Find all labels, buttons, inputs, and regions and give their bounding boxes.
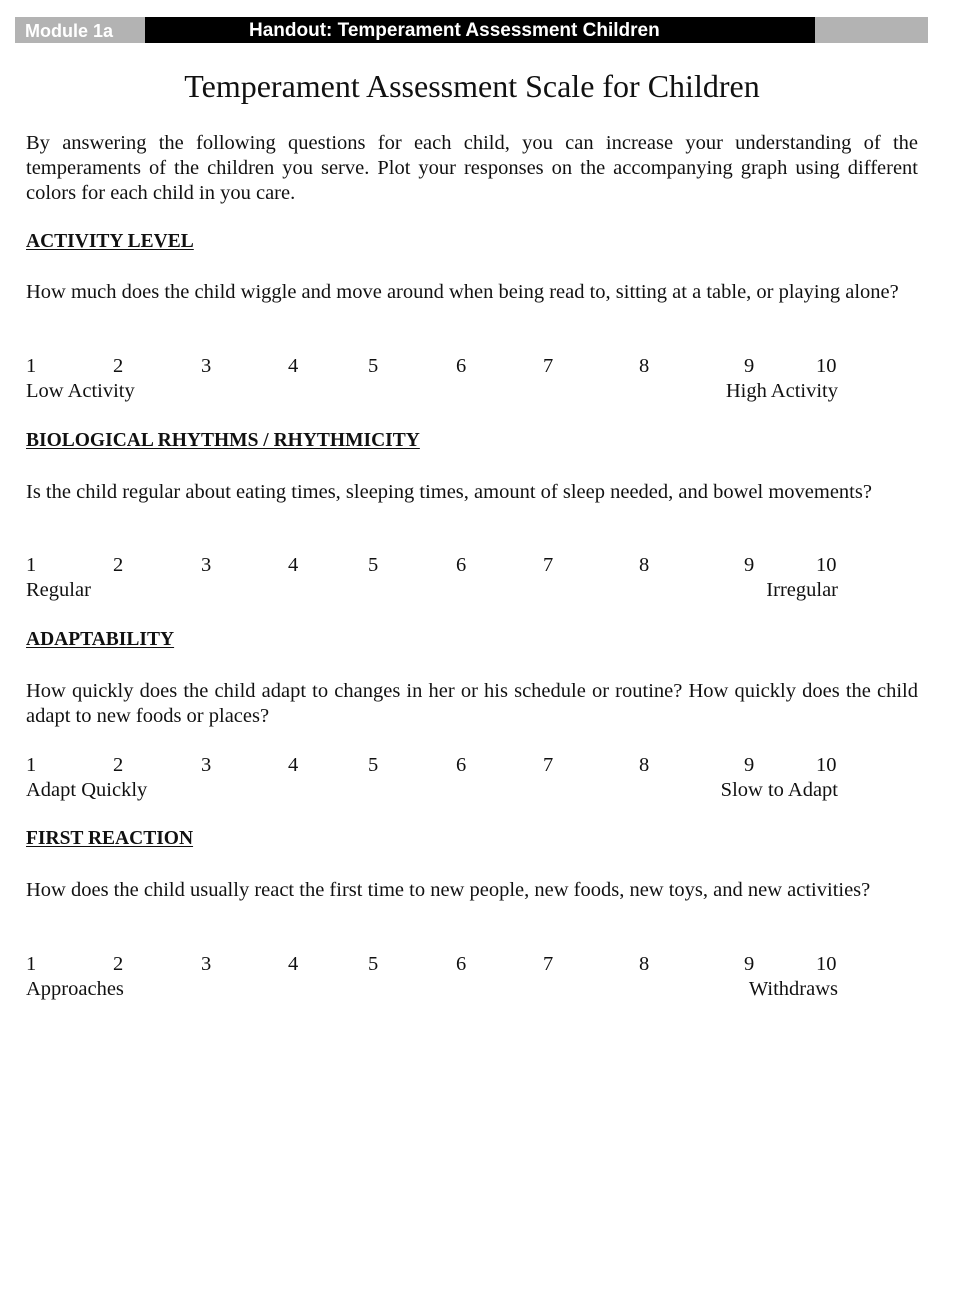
scale-number: 8 [639,754,650,776]
scale-number: 7 [543,554,554,576]
scale-number: 2 [113,754,124,776]
scale-number: 5 [368,355,379,377]
scale-number: 9 [744,554,755,576]
rating-scale-adaptability [0,754,954,804]
scale-number: 9 [744,754,755,776]
scale-number: 1 [26,554,37,576]
scale-number: 2 [113,953,124,975]
scale-number: 9 [744,355,755,377]
scale-number: 5 [368,554,379,576]
scale-number: 8 [639,355,650,377]
page-header-bar [15,17,928,43]
handout-title: Handout: Temperament Assessment Children [145,17,815,43]
rating-scale-biological-rhythms [0,554,954,604]
scale-number: 4 [288,554,299,576]
scale-number: 8 [639,554,650,576]
question-activity-level: How much does the child wiggle and move around when being read to, sitting at a table, or playing alone? [26,281,899,303]
scale-number: 10 [816,355,837,377]
scale-number: 5 [368,953,379,975]
scale-number: 9 [744,953,755,975]
scale-low-label: Approaches [26,978,124,1000]
section-heading-activity-level: ACTIVITY LEVEL [26,231,194,252]
question-first-reaction: How does the child usually react the first time to new people, new foods, new toys, and new activities? [26,879,871,901]
scale-number: 5 [368,754,379,776]
scale-number: 1 [26,355,37,377]
question-biological-rhythms: Is the child regular about eating times, sleeping times, amount of sleep needed, and bowel movements? [26,481,872,503]
scale-high-label: High Activity [725,380,838,402]
scale-low-label: Regular [26,579,91,601]
scale-number: 2 [113,355,124,377]
scale-number: 3 [201,355,212,377]
scale-number: 4 [288,355,299,377]
scale-low-label: Adapt Quickly [26,779,148,801]
scale-number: 3 [201,754,212,776]
scale-number: 6 [456,355,467,377]
scale-number: 1 [26,754,37,776]
section-heading-first-reaction: FIRST REACTION [26,828,194,849]
rating-scale-activity-level [0,355,954,405]
scale-high-label: Irregular [766,579,838,601]
section-heading-adaptability: ADAPTABILITY [26,629,175,650]
scale-number: 6 [456,554,467,576]
scale-number: 7 [543,953,554,975]
scale-number: 10 [816,754,837,776]
scale-number: 4 [288,754,299,776]
scale-number: 3 [201,953,212,975]
scale-number: 2 [113,554,124,576]
scale-number: 1 [26,953,37,975]
scale-number: 8 [639,953,650,975]
scale-number: 6 [456,953,467,975]
scale-number: 10 [816,953,837,975]
scale-number: 7 [543,355,554,377]
rating-scale-first-reaction [0,953,954,1003]
scale-number: 6 [456,754,467,776]
scale-high-label: Slow to Adapt [720,779,838,801]
intro-paragraph: By answering the following questions for each child, you can increase your understanding of the temperaments of the children you serve. Plot your responses on the accompanying graph using different colors for each child in you care. [26,132,918,204]
scale-number: 3 [201,554,212,576]
scale-low-label: Low Activity [26,380,135,402]
scale-number: 7 [543,754,554,776]
scale-high-label: Withdraws [748,978,838,1000]
scale-number: 10 [816,554,837,576]
section-heading-biological-rhythms: BIOLOGICAL RHYTHMS / RHYTHMICITY [26,430,420,451]
document-title: Temperament Assessment Scale for Children [184,68,760,104]
module-label: Module 1a [25,21,114,41]
scale-number: 4 [288,953,299,975]
question-adaptability: How quickly does the child adapt to changes in her or his schedule or routine? How quickly does the child adapt to new foods or places? [26,680,918,727]
